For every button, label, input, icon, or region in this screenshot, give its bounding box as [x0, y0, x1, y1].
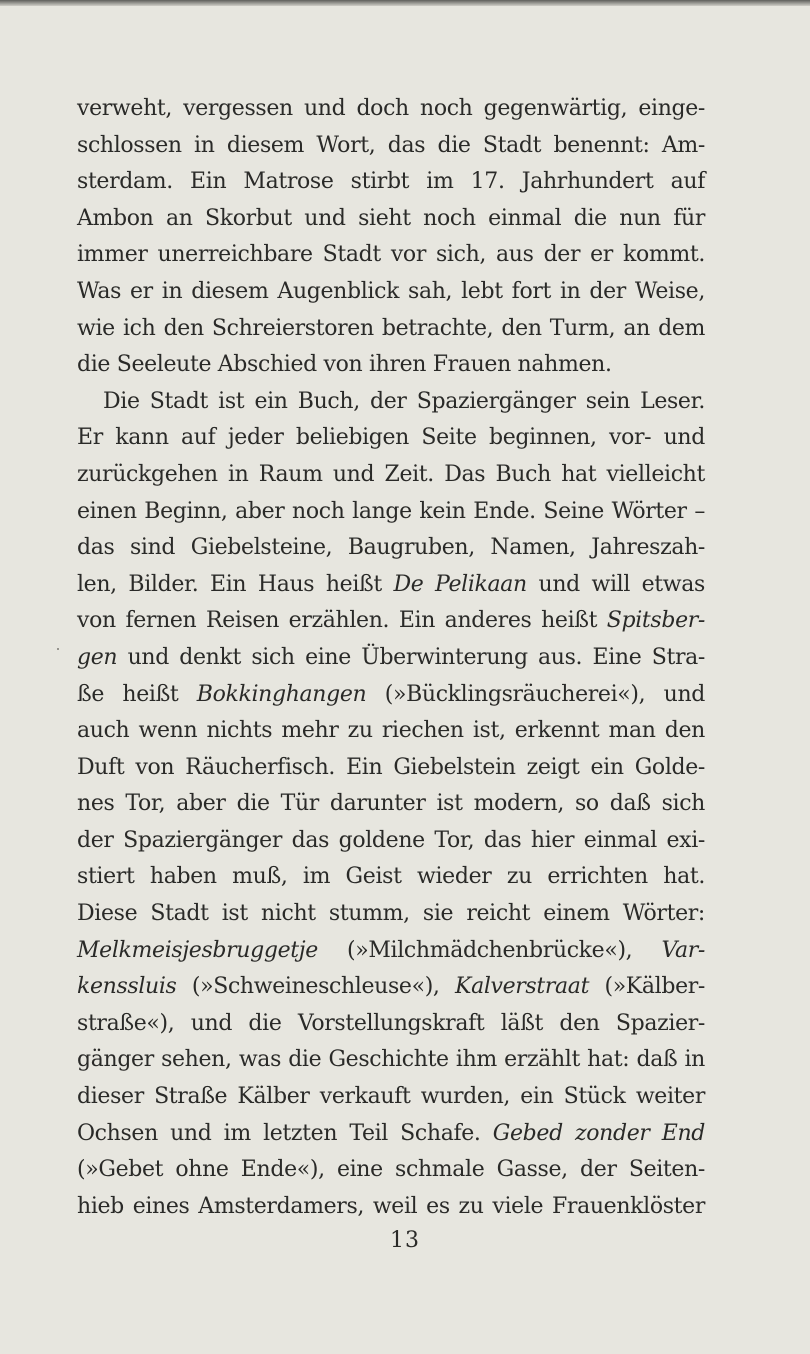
page-top-edge [0, 0, 810, 6]
text-run: (»Schweineschleuse«), [176, 974, 455, 1000]
text-line [77, 1006, 705, 1043]
text-line [77, 933, 705, 970]
text-line [77, 311, 705, 348]
italic-text-run: Bokkinghangen [196, 681, 367, 707]
text-run: sterdam. Ein Matrose stirbt im 17. Jahrhundert auf [77, 169, 705, 195]
text-line [77, 1152, 705, 1189]
text-run: Ambon an Skorbut und sieht noch einmal die nun für [77, 205, 705, 231]
text-run: Duft von Räucherfisch. Ein Giebelstein zeigt ein Golde- [77, 754, 705, 780]
text-line [77, 677, 705, 714]
text-run: (»Bücklingsräucherei«), und [366, 681, 705, 707]
text-run: straße«), und die Vorstellungskraft läßt den Spazier- [77, 1010, 705, 1036]
text-line [77, 1116, 705, 1153]
italic-text-run: Kalverstraat [454, 974, 590, 1000]
text-run: die Seeleute Abschied von ihren Frauen nahmen. [77, 352, 612, 378]
text-run: das sind Giebelsteine, Baugruben, Namen, Jahreszah- [77, 535, 705, 561]
text-run: nes Tor, aber die Tür darunter ist modern, so daß sich [77, 791, 705, 817]
text-line [77, 786, 705, 823]
italic-text-run: De Pelikaan [393, 571, 527, 597]
italic-text-run: Var- [661, 937, 705, 963]
text-line [77, 164, 705, 201]
text-run: von fernen Reisen erzählen. Ein anderes heißt [77, 608, 607, 634]
text-line [77, 1042, 705, 1079]
text-run: hieb eines Amsterdamers, weil es zu viele Frauenklöster [77, 1193, 705, 1219]
text-line [77, 457, 705, 494]
paper-speck [57, 648, 59, 650]
text-line [77, 274, 705, 311]
text-run: dieser Straße Kälber verkauft wurden, ein Stück weiter [77, 1084, 705, 1110]
text-run: immer unerreichbare Stadt vor sich, aus der er kommt. [77, 242, 705, 268]
text-run: Was er in diesem Augenblick sah, lebt fort in der Weise, [77, 278, 705, 304]
text-run: und will etwas [526, 571, 705, 597]
text-run: Die Stadt ist ein Buch, der Spaziergänger sein Leser. [103, 388, 705, 414]
text-run: stiert haben muß, im Geist wieder zu errichten hat. [77, 864, 705, 890]
text-line [77, 347, 705, 384]
text-run: Ochsen und im letzten Teil Schafe. [77, 1120, 493, 1146]
italic-text-run: Melkmeisjesbruggetje [77, 937, 318, 963]
text-line [77, 530, 705, 567]
text-line [77, 969, 705, 1006]
text-line [77, 128, 705, 165]
text-run: ße heißt [77, 681, 197, 707]
text-run: (»Milchmädchenbrücke«), [317, 937, 662, 963]
page-body-text [77, 91, 705, 1225]
text-run: und denkt sich eine Überwinterung aus. Eine Stra- [117, 644, 705, 670]
text-line [77, 420, 705, 457]
text-line [77, 823, 705, 860]
text-line [77, 640, 705, 677]
text-line [77, 713, 705, 750]
italic-text-run: kenssluis [77, 974, 177, 1000]
text-run: auch wenn nichts mehr zu riechen ist, erkennt man den [77, 718, 705, 744]
text-run: Er kann auf jeder beliebigen Seite beginnen, vor- und [77, 425, 705, 451]
text-line [77, 384, 705, 421]
italic-text-run: gen [77, 644, 118, 670]
text-run: wie ich den Schreierstoren betrachte, den Turm, an dem [77, 315, 705, 341]
text-line [77, 494, 705, 531]
text-run: len, Bilder. Ein Haus heißt [77, 571, 394, 597]
text-run: gänger sehen, was die Geschichte ihm erzählt hat: daß in [77, 1047, 705, 1073]
text-line [77, 896, 705, 933]
text-run: Diese Stadt ist nicht stumm, sie reicht einem Wörter: [77, 901, 705, 927]
text-line [77, 237, 705, 274]
text-line [77, 1079, 705, 1116]
page-number: 13 [390, 1228, 420, 1253]
italic-text-run: Spitsber- [606, 608, 705, 634]
text-line [77, 603, 705, 640]
text-run: zurückgehen in Raum und Zeit. Das Buch hat vielleicht [77, 461, 705, 487]
text-line [77, 1189, 705, 1226]
text-run: der Spaziergänger das goldene Tor, das hier einmal exi- [77, 827, 705, 853]
text-run: einen Beginn, aber noch lange kein Ende. Seine Wörter – [77, 498, 705, 524]
italic-text-run: Gebed zonder End [492, 1120, 705, 1146]
text-run: (»Gebet ohne Ende«), eine schmale Gasse, der Seiten- [77, 1157, 705, 1183]
text-line [77, 859, 705, 896]
text-line [77, 750, 705, 787]
text-run: verweht, vergessen und doch noch gegenwärtig, einge- [77, 96, 705, 121]
text-line [77, 91, 705, 128]
text-run: (»Kälber- [589, 974, 705, 1000]
text-line [77, 567, 705, 604]
text-run: schlossen in diesem Wort, das die Stadt benennt: Am- [77, 132, 705, 158]
text-line [77, 201, 705, 238]
